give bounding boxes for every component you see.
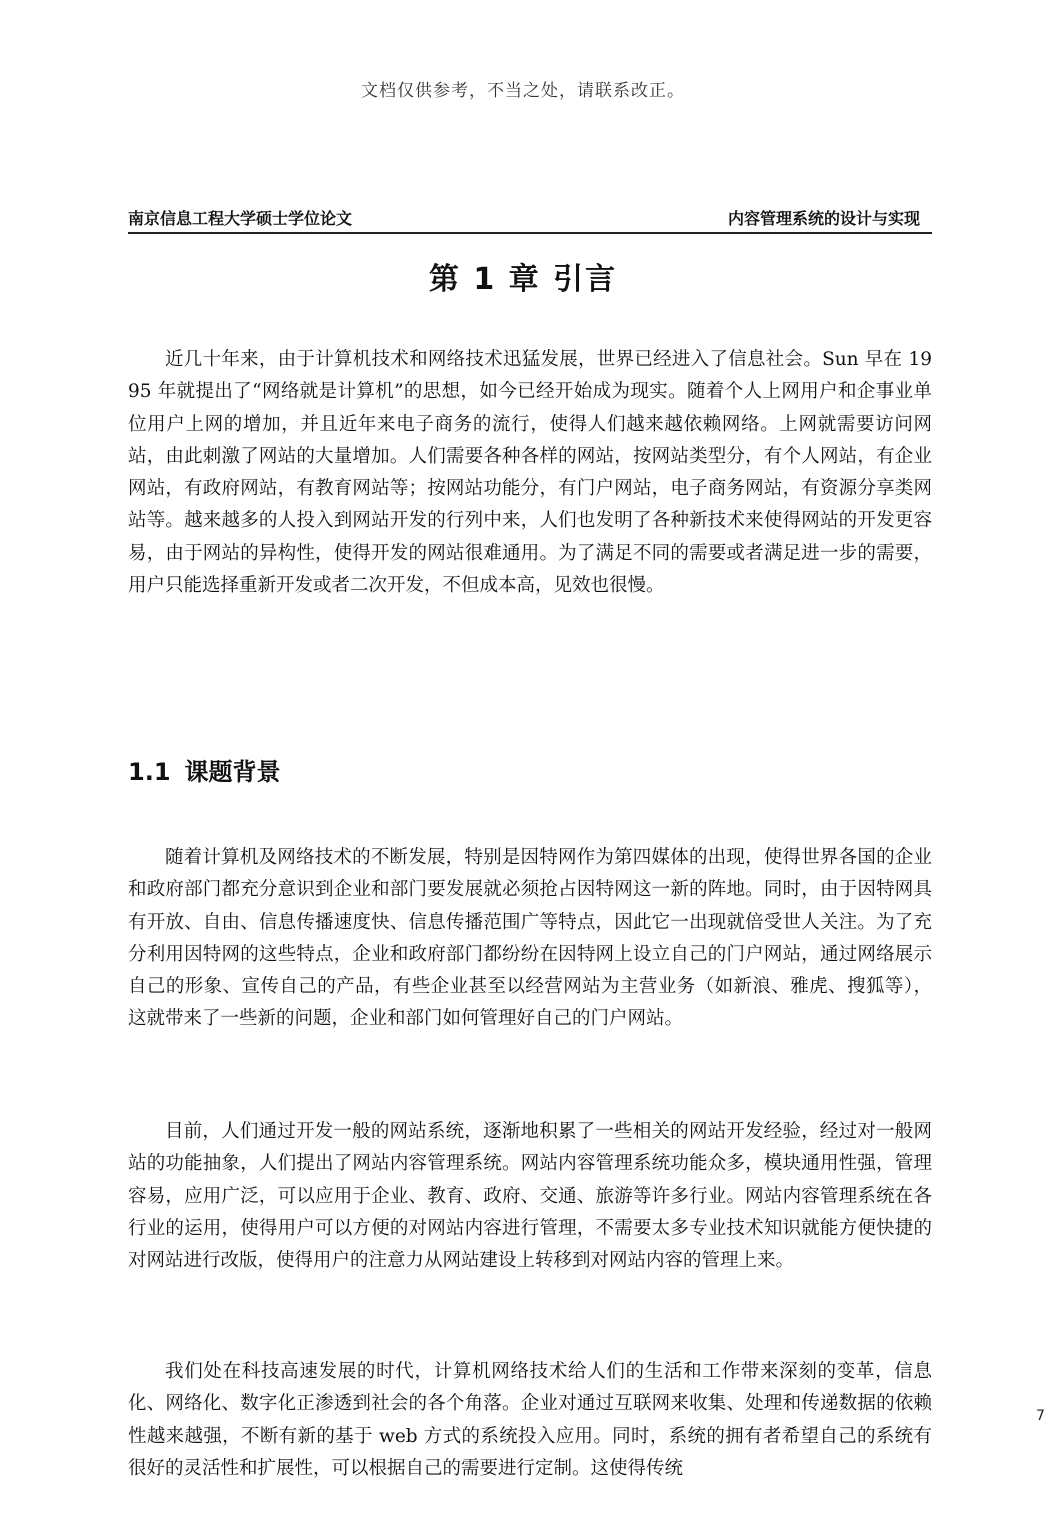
section-heading <box>128 752 281 787</box>
section-title-text: 课题背景 <box>184 758 281 786</box>
section-paragraph-1: 随着计算机及网络技术的不断发展，特别是因特网作为第四媒体的出现，使得世界各国的企业和政府部门都充分意识到企业和部门要发展就必须抢占因特网这一新的阵地。同时，由于因特网具有开放、自由、信息传播速度快、信息传播范围广等特点，因此它一出现就倍受世人关注。为了充分利用因特网的这些特点，企业和政府部门都纷纷在因特网上设立自己的门户网站，通过网络展示自己的形象、宣传自己的产品，有些企业甚至以经营网站为主营业务（如新浪、雅虎、搜狐等），这就带来了一些新的问题，企业和部门如何管理好自己的门户网站。 <box>128 847 932 1030</box>
section-paragraph-3: 我们处在科技高速发展的时代，计算机网络技术给人们的生活和工作带来深刻的变革，信息化、网络化、数字化正渗透到社会的各个角落。企业对通过互联网来收集、处理和传递数据的依赖性越来越强，不断有新的基于 web 方式的系统投入应用。同时，系统的拥有者希望自己的系统有很好的灵活性和扩展性，可以根据自己的需要进行定制。这使得传统 <box>128 1361 932 1479</box>
chapter-title: 第 1 章 引言 <box>428 262 618 297</box>
section-paragraph-2: 目前，人们通过开发一般的网站系统，逐渐地积累了一些相关的网站开发经验，经过对一般网站的功能抽象，人们提出了网站内容管理系统。网站内容管理系统功能众多，模块通用性强，管理容易，应用广泛，可以应用于企业、教育、政府、交通、旅游等许多行业。网站内容管理系统在各行业的运用，使得用户可以方便的对网站内容进行管理，不需要太多专业技术知识就能方便快捷的对网站进行改版，使得用户的注意力从网站建设上转移到对网站内容的管理上来。 <box>128 1121 932 1272</box>
header-paper-title: 内容管理系统的设计与实现 <box>727 209 920 228</box>
section-number: 1.1 <box>128 758 171 786</box>
header-thesis-title: 南京信息工程大学硕士学位论文 <box>128 209 353 228</box>
watermark-text: 文档仅供参考，不当之处，请联系改正。 <box>361 81 685 101</box>
running-header <box>128 206 932 234</box>
page-number: 7 <box>1036 1408 1045 1424</box>
intro-paragraph: 近几十年来，由于计算机技术和网络技术迅猛发展，世界已经进入了信息社会。Sun 早在 1995 年就提出了“网络就是计算机”的思想，如今已经开始成为现实。随着个人上网用户和企事业单位用户上网的增加，并且近年来电子商务的流行，使得人们越来越依赖网络。上网就需要访问网站，由此刺激了网站的大量增加。人们需要各种各样的网站，按网站类型分，有个人网站，有企业网站，有政府网站，有教育网站等；按网站功能分，有门户网站，电子商务网站，有资源分享类网站等。越来越多的人投入到网站开发的行列中来，人们也发明了各种新技术来使得网站的开发更容易，由于网站的异构性，使得开发的网站很难通用。为了满足不同的需要或者满足进一步的需要，用户只能选择重新开发或者二次开发，不但成本高，见效也很慢。 <box>128 349 932 597</box>
